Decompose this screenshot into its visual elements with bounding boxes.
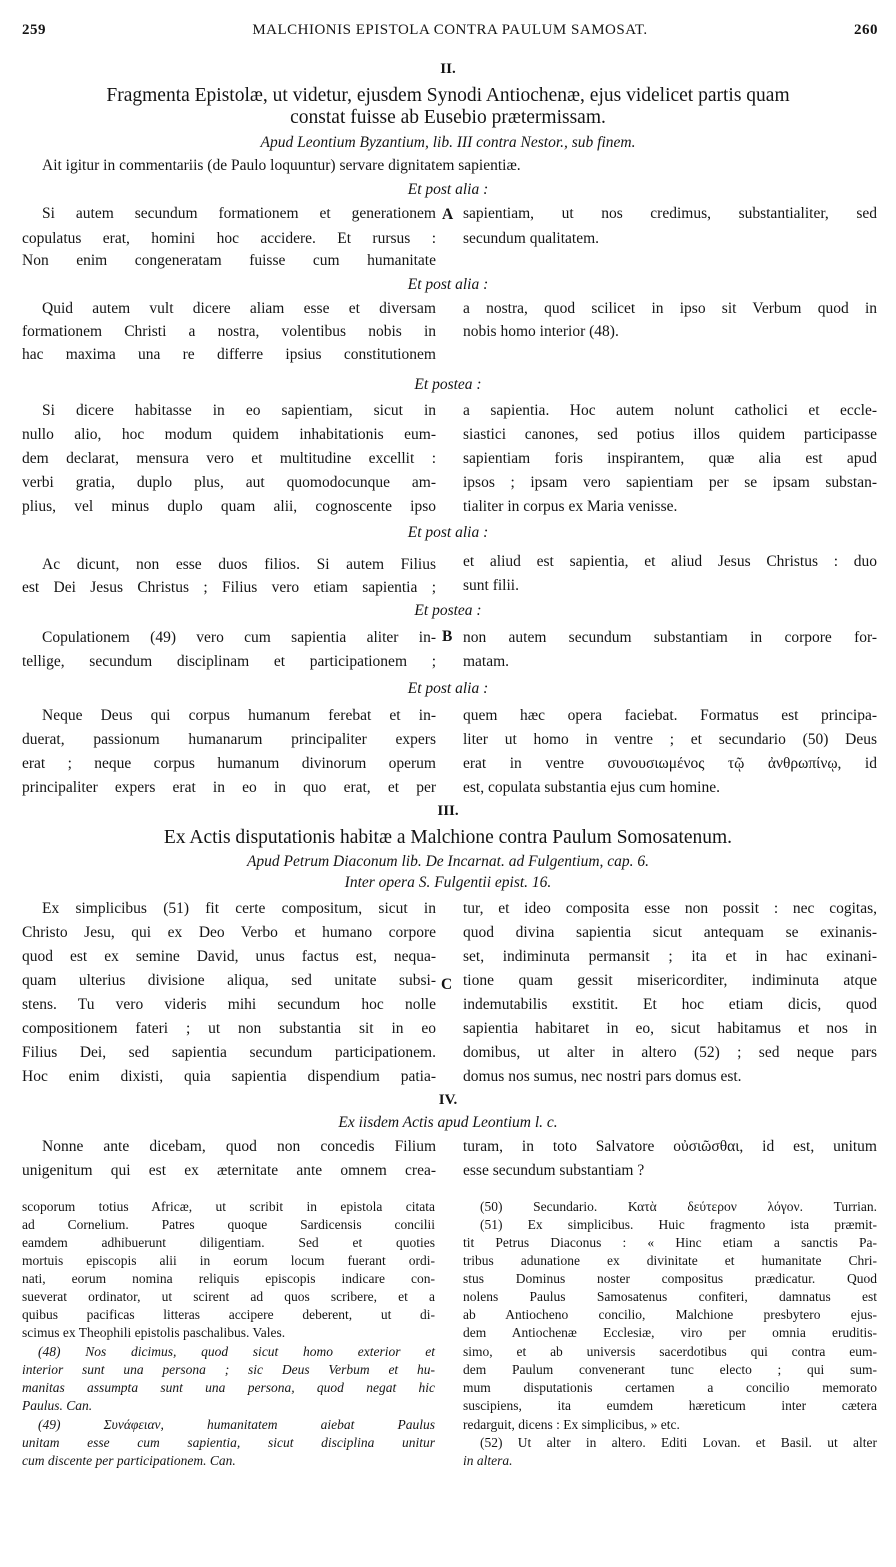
fragment-left-line: hac maxima una re differre ipsius constitutionem	[22, 346, 436, 363]
footnote-49: (49) Συνάφειαν, humanitatem aiebat Paulus	[38, 1417, 435, 1432]
fragment-left-line: Copulationem (49) vero cum sapientia aliter in-	[42, 629, 436, 646]
fragment-right-line: tialiter in corpus ex Maria venisse.	[463, 498, 678, 515]
section-3-left-line: quod est ex semine David, unus factus est, nequa-	[22, 948, 436, 965]
fragment-right-line: est, copulata substantia ejus cum homine.	[463, 779, 720, 796]
column-marker-c: C	[441, 976, 453, 993]
footnote-right-line: stus Dominus noster compositus prædicatur. Quod	[463, 1271, 877, 1286]
footnote-51: (51) Ex simplicibus. Huic fragmento ista præmit-	[480, 1217, 877, 1232]
section-3-left-line: Hoc enim dixisti, quia sapientia dispendium patia-	[22, 1068, 436, 1085]
fragment-right-line: secundum qualitatem.	[463, 230, 600, 247]
footnote-left-line: unitam esse cum sapientia, sicut disciplina unitur	[22, 1435, 435, 1450]
section-numeral-3: III.	[437, 803, 459, 819]
fragment-left-line: Neque Deus qui corpus humanum ferebat et in-	[42, 707, 436, 724]
section-numeral-2: II.	[440, 61, 456, 77]
footnote-right-line: in altera.	[463, 1453, 513, 1468]
fragment-heading: Et post alia :	[407, 276, 489, 293]
footnote-left-line: sueverat ordinator, ut scirent ad quos scribere, et a	[22, 1289, 435, 1304]
footnote-right-line: nolens Paulus Samosatenus confiteri, damnatus est	[463, 1289, 877, 1304]
column-marker-a: A	[442, 206, 454, 223]
fragment-left-line: est Dei Jesus Christus ; Filius vero etiam sapientia ;	[22, 579, 436, 596]
section-3-right-line: indemutabilis exstitit. Et hoc etiam dicis, quod	[463, 996, 877, 1013]
fragment-left-line: Quid autem vult dicere aliam esse et diversam	[42, 300, 436, 317]
section-3-source-line: Apud Petrum Diaconum lib. De Incarnat. ad Fulgentium, cap. 6.	[246, 853, 650, 870]
fragment-right-line: quem hæc opera faciebat. Formatus est principa-	[463, 707, 877, 724]
fragment-right-line: sunt filii.	[463, 577, 519, 594]
fragment-left-line: principaliter expers erat in eo in quo erat, et per	[22, 779, 436, 796]
footnote-right-line: mum disputationis certamen a concilio memorato	[463, 1380, 877, 1395]
footnote-left-line: nati, eorum nomina reliquis episcopis indicare con-	[22, 1271, 435, 1286]
footnote-left-line: mortuis episcopis alii in eorum locum fuerant ordi-	[22, 1253, 435, 1268]
fragment-heading: Et post alia :	[407, 524, 489, 541]
page-number-left: 259	[22, 22, 46, 38]
footnote-50: (50) Secundario. Κατὰ δεύτερον λόγον. Turrian.	[480, 1199, 877, 1214]
fragment-right-line: liter ut homo in ventre ; et secundario (50) Deus	[463, 731, 877, 748]
section-3-right-line: tur, et ideo composita esse non possit : nec cogitas,	[463, 900, 877, 917]
footnote-left-line: eamdem adhibuerunt diligentiam. Sed et quoties	[22, 1235, 435, 1250]
footnote-52: (52) Ut alter in altero. Editi Lovan. et Basil. ut alter	[480, 1435, 877, 1450]
footnote-right-line: ab Antiocheno concilio, Malchione presbytero ejus-	[463, 1307, 877, 1322]
section-4-right-line: esse secundum substantiam ?	[463, 1162, 645, 1179]
section-3-right-line: sapientia habitaret in eo, sicut habitamus et nos in	[463, 1020, 877, 1037]
fragment-right-line: siastici canones, sed potius illos quidem participasse	[463, 426, 877, 443]
fragment-left-line: copulatus erat, homini hoc accidere. Et rursus :	[22, 230, 436, 247]
footnote-right-line: dem Antiochenæ Ecclesiæ, viro per omnia eruditis-	[463, 1325, 877, 1340]
section-2-title-line: constat fuisse ab Eusebio prætermissam.	[290, 107, 606, 128]
fragment-left-line: erat ; neque corpus humanum divinorum operum	[22, 755, 436, 772]
section-3-right-line: domus nos sumus, nec nostri pars domus est.	[463, 1068, 742, 1085]
column-marker-b: B	[442, 628, 453, 645]
fragment-heading: Et postea :	[414, 602, 482, 619]
fragment-right-line: et aliud est sapientia, et aliud Jesus Christus : duo	[463, 553, 877, 570]
running-header	[22, 22, 878, 44]
section-2-title-line: Fragmenta Epistolæ, ut videtur, ejusdem Synodi Antiochenæ, ejus videlicet partis quam	[106, 85, 790, 106]
fragment-left-line: nullo alio, hoc modum quidem inhabitationis eum-	[22, 426, 436, 443]
section-numeral-4: IV.	[438, 1092, 458, 1108]
section-3-title: Ex Actis disputationis habitæ a Malchione contra Paulum Somosatenum.	[163, 827, 733, 848]
section-2-intro: Ait igitur in commentariis (de Paulo loquuntur) servare dignitatem sapientiæ.	[42, 157, 521, 174]
running-title: MALCHIONIS EPISTOLA CONTRA PAULUM SAMOSAT.	[252, 22, 648, 38]
section-3-source-line: Inter opera S. Fulgentii epist. 16.	[344, 874, 552, 891]
fragment-right-line: sapientiam, ut nos credimus, substantialiter, sed	[463, 205, 877, 222]
fragment-left-line: Si dicere habitasse in eo sapientiam, sicut in	[42, 402, 436, 419]
footnote-right-line: simo, et ab universis sacerdotibus qui contra eum-	[463, 1344, 877, 1359]
footnote-right-line: redarguit, dicens : Ex simplicibus, » etc.	[463, 1417, 680, 1432]
fragment-right-line: matam.	[463, 653, 510, 670]
fragment-left-line: dem declarat, mensura vero et multitudine excellit :	[22, 450, 436, 467]
footnote-right-line: suscipiens, ita eumdem hæreticum inter cætera	[463, 1398, 877, 1413]
footnote-right-line: dem Paulum convenerant tunc electo ; qui sum-	[463, 1362, 877, 1377]
fragment-left-line: formationem Christi a nostra, volentibus nobis in	[22, 323, 436, 340]
footnote-left-line: manitas assumpta sunt una persona, quod negat hic	[22, 1380, 435, 1395]
fragment-heading: Et post alia :	[407, 680, 489, 697]
section-4-source: Ex iisdem Actis apud Leontium l. c.	[338, 1114, 558, 1131]
section-4-right-line: turam, in toto Salvatore οὐσιῶσθαι, id est, unitum	[463, 1138, 877, 1155]
section-4-left-line: Nonne ante dicebam, quod non concedis Filium	[42, 1138, 436, 1155]
section-3-left-line: Ex simplicibus (51) fit certe compositum, sicut in	[42, 900, 436, 917]
fragment-right-line: nobis homo interior (48).	[463, 323, 619, 340]
fragment-right-line: sapientiam foris inspirantem, quæ alia est apud	[463, 450, 877, 467]
fragment-right-line: non autem secundum substantiam in corpore for-	[463, 629, 877, 646]
section-3-left-line: compositionem fateri ; ut non substantia sit in eo	[22, 1020, 436, 1037]
fragment-heading: Et postea :	[414, 376, 482, 393]
footnote-left-line: scimus ex Theophili epistolis paschalibus. Vales.	[22, 1325, 286, 1340]
fragment-left-line: duerat, passionum humanarum principaliter expers	[22, 731, 436, 748]
footnote-right-line: tit Petrus Diaconus : « Hinc etiam a sanctis Pa-	[463, 1235, 877, 1250]
footnote-right-line: tribus adunatione ex divinitate et humanitate Chri-	[463, 1253, 877, 1268]
footnote-left-line: quibus pacificas litteras accipere deberent, ut di-	[22, 1307, 435, 1322]
fragment-left-line: verbi gratia, duplo plus, aut quomodocunque am-	[22, 474, 436, 491]
section-3-right-line: domibus, ut alter in altero (52) ; sed neque pars	[463, 1044, 877, 1061]
page-number-right: 260	[854, 22, 878, 38]
section-2-source: Apud Leontium Byzantium, lib. III contra Nestor., sub finem.	[260, 134, 636, 151]
footnote-left-line: scoporum totius Africæ, ut scribit in epistola citata	[22, 1199, 435, 1214]
section-3-left-line: Christo Jesu, qui ex Deo Verbo et humano corpore	[22, 924, 436, 941]
section-3-left-line: quam ulterius divisione aliqua, sed unitate subsi-	[22, 972, 436, 989]
footnote-left-line: ad Cornelium. Patres quoque Sardicensis concilii	[22, 1217, 435, 1232]
footnote-left-line: cum discente per participationem. Can.	[22, 1453, 236, 1468]
fragment-heading: Et post alia :	[407, 181, 489, 198]
section-3-right-line: quod divina sapientia sicut antequam se exinanis-	[463, 924, 877, 941]
fragment-left-line: plius, vel minus duplo quam alii, cognoscente ipso	[22, 498, 436, 515]
section-4-left-line: unigenitum qui est ex æternitate ante omnem crea-	[22, 1162, 436, 1179]
fragment-right-line: a sapientia. Hoc autem nolunt catholici et eccle-	[463, 402, 877, 419]
footnote-48: (48) Nos dicimus, quod sicut homo exterior et	[38, 1344, 435, 1359]
fragment-left-line: Non enim congeneratam fuisse cum humanitate	[22, 252, 436, 269]
footnote-left-line: Paulus. Can.	[22, 1398, 93, 1413]
footnote-left-line: interior sunt una persona ; sic Deus Verbum et hu-	[22, 1362, 435, 1377]
fragment-right-line: ipsos ; ipsam vero sapientiam per se ipsam substan-	[463, 474, 877, 491]
fragment-left-line: Ac dicunt, non esse duos filios. Si autem Filius	[42, 556, 436, 573]
fragment-left-line: tellige, secundum disciplinam et participationem ;	[22, 653, 436, 670]
section-3-left-line: Filius Dei, sed sapientia secundum participationem.	[22, 1044, 436, 1061]
section-3-left-line: stens. Tu vero videris mihi secundum hoc nolle	[22, 996, 436, 1013]
section-3-right-line: set, indiminuta permansit ; ita et in hac exinani-	[463, 948, 877, 965]
fragment-left-line: Si autem secundum formationem et generationem	[42, 205, 436, 222]
section-3-right-line: tione quam gessit misericorditer, indiminuta atque	[463, 972, 877, 989]
fragment-right-line: a nostra, quod scilicet in ipso sit Verbum quod in	[463, 300, 877, 317]
fragment-right-line: erat in ventre συνουσιωμένος τῷ ἀνθρωπίνῳ, id	[463, 755, 877, 772]
